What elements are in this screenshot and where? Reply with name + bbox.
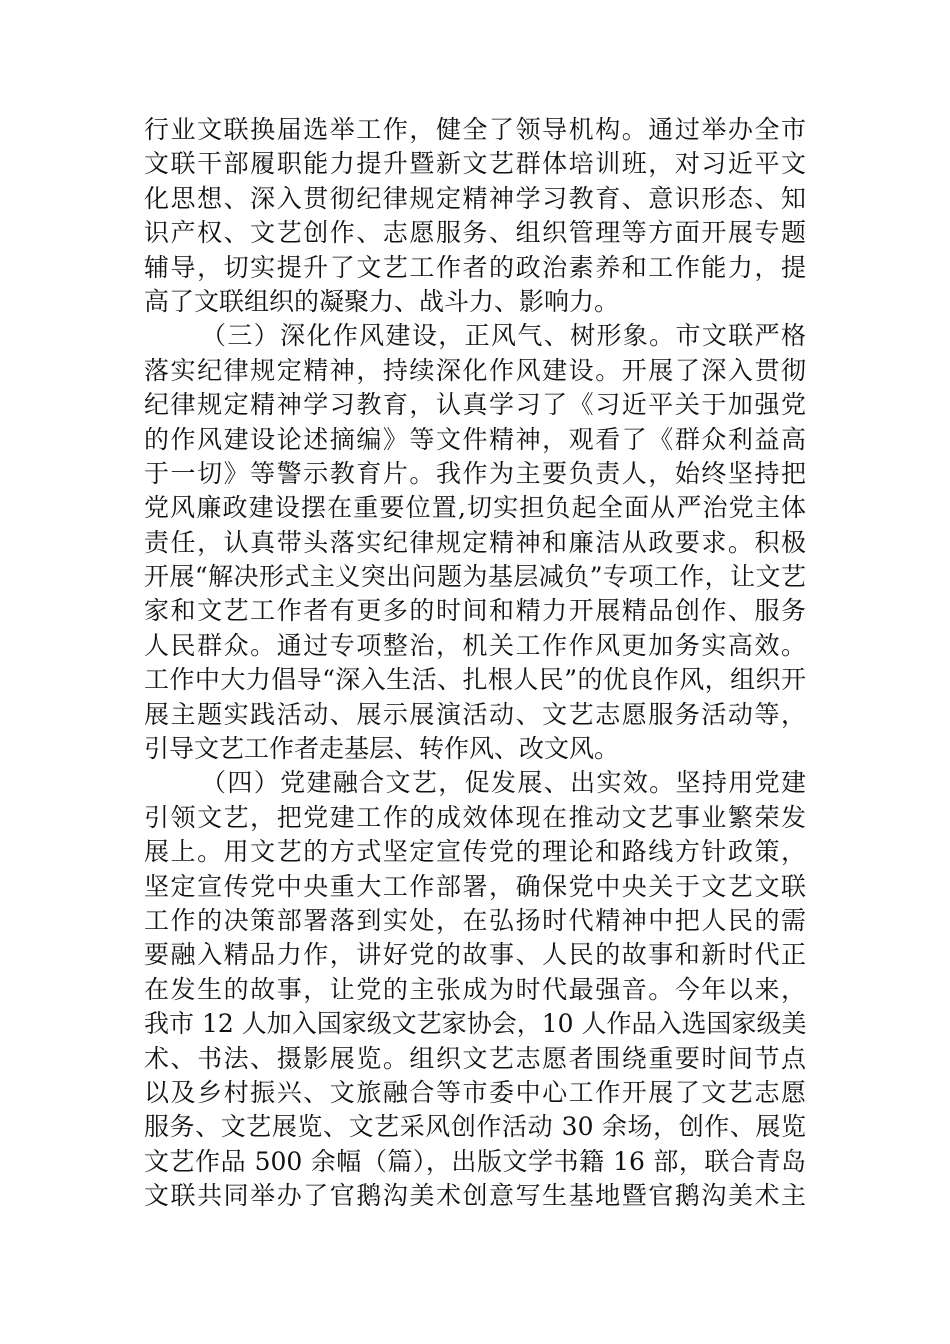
text-line: 化思想、深入贯彻纪律规定精神学习教育、意识形态、知: [144, 183, 806, 213]
document-body: [144, 113, 806, 1214]
text-line: 高了文联组织的凝聚力、战斗力、影响力。: [144, 286, 620, 316]
text-line: 服务、文艺展览、文艺采风创作活动 30 余场，创作、展览: [144, 1112, 806, 1142]
text-line: 人民群众。通过专项整治，机关工作作风更加务实高效。: [144, 630, 806, 660]
text-line: 在发生的故事，让党的主张成为时代最强音。今年以来，: [144, 974, 806, 1004]
text-line: 引领文艺，把党建工作的成效体现在推动文艺事业繁荣发: [144, 802, 806, 832]
text-line: 工作的决策部署落到实处，在弘扬时代精神中把人民的需: [144, 905, 806, 935]
text-line: 行业文联换届选举工作，健全了领导机构。通过举办全市: [144, 115, 806, 144]
text-line: 开展“解决形式主义突出问题为基层减负”专项工作，让文艺: [144, 562, 806, 592]
text-line: 工作中大力倡导“深入生活、扎根人民”的优良作风，组织开: [144, 665, 806, 695]
text-line: 党风廉政建设摆在重要位置,切实担负起全面从严治党主体: [144, 493, 806, 523]
text-line: 术、书法、摄影展览。组织文艺志愿者围绕重要时间节点: [144, 1043, 806, 1073]
section-heading-line: （四）党建融合文艺，促发展、出实效。坚持用党建: [201, 768, 806, 798]
section-heading-line: （三）深化作风建设，正风气、树形象。市文联严格: [201, 321, 806, 351]
text-line: 以及乡村振兴、文旅融合等市委中心工作开展了文艺志愿: [144, 1077, 806, 1107]
text-line: 责任，认真带头落实纪律规定精神和廉洁从政要求。积极: [144, 527, 806, 557]
text-line: 文联干部履职能力提升暨新文艺群体培训班，对习近平文: [144, 149, 806, 179]
text-line: 于一切》等警示教育片。我作为主要负责人，始终坚持把: [144, 458, 806, 488]
text-line: 文联共同举办了官鹅沟美术创意写生基地暨官鹅沟美术主: [144, 1181, 806, 1211]
text-line: 展主题实践活动、展示展演活动、文艺志愿服务活动等，: [144, 699, 806, 729]
text-line: 我市 12 人加入国家级文艺家协会，10 人作品入选国家级美: [144, 1009, 807, 1039]
text-line: 要融入精品力作，讲好党的故事、人民的故事和新时代正: [144, 940, 806, 970]
text-line: 文艺作品 500 余幅（篇），出版文学书籍 16 部，联合青岛: [144, 1146, 806, 1176]
text-line: 引导文艺工作者走基层、转作风、改文风。: [144, 734, 620, 764]
text-line: 识产权、文艺创作、志愿服务、组织管理等方面开展专题: [144, 218, 806, 248]
text-line: 的作风建设论述摘编》等文件精神，观看了《群众利益高: [144, 424, 806, 454]
text-line: 展上。用文艺的方式坚定宣传党的理论和路线方针政策，: [144, 837, 806, 867]
text-line: 辅导，切实提升了文艺工作者的政治素养和工作能力，提: [144, 252, 806, 282]
text-line: 坚定宣传党中央重大工作部署，确保党中央关于文艺文联: [144, 871, 806, 901]
text-line: 家和文艺工作者有更多的时间和精力开展精品创作、服务: [144, 596, 806, 626]
text-line: 纪律规定精神学习教育，认真学习了《习近平关于加强党: [144, 390, 806, 420]
text-line: 落实纪律规定精神，持续深化作风建设。开展了深入贯彻: [144, 355, 806, 385]
